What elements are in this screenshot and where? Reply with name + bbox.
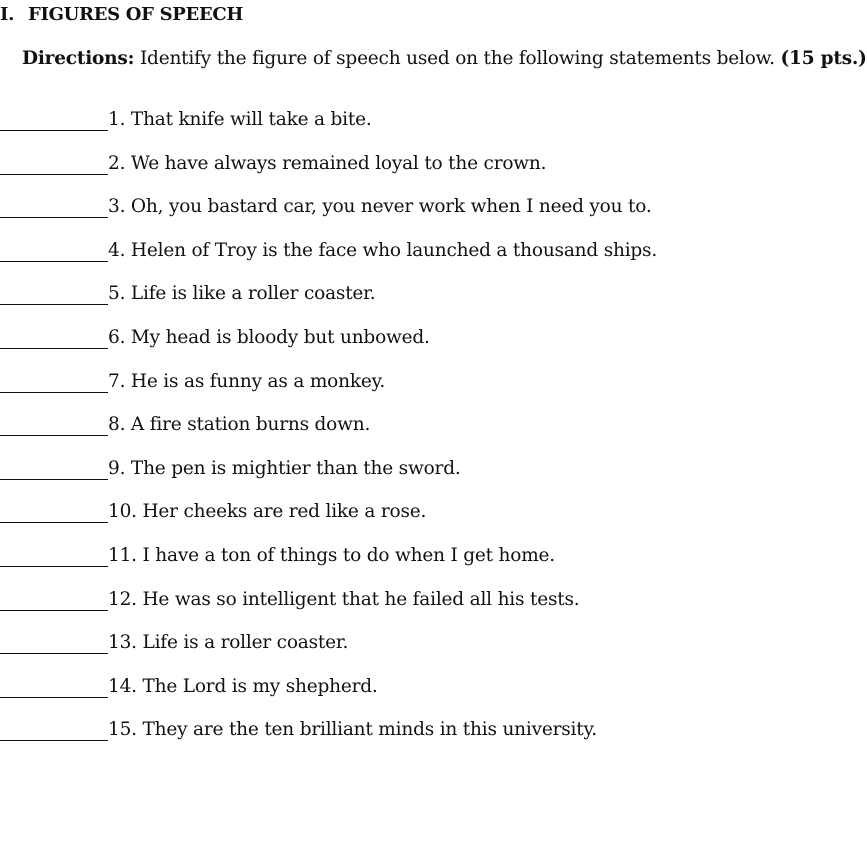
question-text: 9. The pen is mightier than the sword. xyxy=(108,457,461,479)
directions-text: Identify the figure of speech used on the following statements below. xyxy=(134,48,781,69)
answer-blank[interactable] xyxy=(0,239,108,262)
answer-blank[interactable] xyxy=(0,282,108,305)
section-heading xyxy=(0,4,243,25)
answer-blank[interactable] xyxy=(0,195,108,218)
answer-blank[interactable] xyxy=(0,326,108,349)
question-item xyxy=(0,413,657,457)
question-item xyxy=(0,588,657,632)
question-text: 11. I have a ton of things to do when I get home. xyxy=(108,544,555,566)
question-text: 5. Life is like a roller coaster. xyxy=(108,283,376,305)
answer-blank[interactable] xyxy=(0,457,108,480)
question-item xyxy=(0,282,657,326)
question-text: 6. My head is bloody but unbowed. xyxy=(108,326,430,348)
question-item xyxy=(0,457,657,501)
answer-blank[interactable] xyxy=(0,631,108,654)
question-text: 13. Life is a roller coaster. xyxy=(108,632,349,654)
answer-blank[interactable] xyxy=(0,413,108,436)
answer-blank[interactable] xyxy=(0,152,108,175)
question-item xyxy=(0,108,657,152)
question-text: 2. We have always remained loyal to the crown. xyxy=(108,152,547,174)
question-item xyxy=(0,239,657,283)
question-text: 4. Helen of Troy is the face who launched a thousand ships. xyxy=(108,239,658,261)
question-item xyxy=(0,631,657,675)
question-item xyxy=(0,500,657,544)
question-text: 14. The Lord is my shepherd. xyxy=(108,675,378,697)
question-item xyxy=(0,544,657,588)
directions-label: Directions: xyxy=(22,48,135,69)
section-title: FIGURES OF SPEECH xyxy=(27,4,244,25)
question-text: 10. Her cheeks are red like a rose. xyxy=(108,501,427,523)
question-item xyxy=(0,370,657,414)
question-text: 7. He is as funny as a monkey. xyxy=(108,370,386,392)
question-item xyxy=(0,326,657,370)
question-text: 3. Oh, you bastard car, you never work when I need you to. xyxy=(108,196,652,218)
answer-blank[interactable] xyxy=(0,108,108,131)
answer-blank[interactable] xyxy=(0,370,108,393)
answer-blank[interactable] xyxy=(0,544,108,567)
question-text: 12. He was so intelligent that he failed all his tests. xyxy=(108,588,580,610)
answer-blank[interactable] xyxy=(0,588,108,611)
answer-blank[interactable] xyxy=(0,675,108,698)
answer-blank[interactable] xyxy=(0,500,108,523)
question-text: 8. A fire station burns down. xyxy=(108,414,371,436)
section-numeral: I. xyxy=(0,4,15,25)
directions xyxy=(22,48,867,69)
question-item xyxy=(0,152,657,196)
question-list xyxy=(0,108,657,762)
question-item xyxy=(0,675,657,719)
directions-points: (15 pts.) xyxy=(780,48,867,69)
question-item xyxy=(0,718,657,762)
answer-blank[interactable] xyxy=(0,718,108,741)
question-text: 15. They are the ten brilliant minds in this university. xyxy=(108,719,597,741)
question-text: 1. That knife will take a bite. xyxy=(108,109,372,130)
question-item xyxy=(0,195,657,239)
